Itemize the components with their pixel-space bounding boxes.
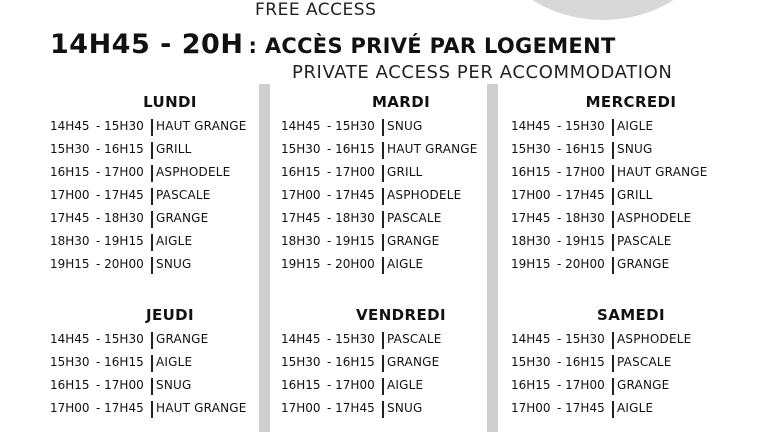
time-slot-row bbox=[511, 378, 751, 401]
time-slot-row bbox=[281, 257, 521, 280]
slot-accommodation: GRANGE bbox=[387, 234, 440, 248]
time-slot-row bbox=[50, 234, 290, 257]
slot-divider bbox=[612, 234, 614, 251]
slot-start: 17H00 bbox=[50, 401, 90, 415]
time-slot-row bbox=[281, 355, 521, 378]
slot-start: 15H30 bbox=[511, 355, 551, 369]
time-slot-row bbox=[281, 211, 521, 234]
slot-start: 17H00 bbox=[50, 188, 90, 202]
time-slot-row bbox=[50, 355, 290, 378]
slot-end: - 17H00 bbox=[327, 165, 375, 179]
slot-end: - 17H45 bbox=[557, 188, 605, 202]
time-slot-row bbox=[511, 234, 751, 257]
slot-accommodation: GRANGE bbox=[617, 257, 670, 271]
slot-start: 15H30 bbox=[281, 355, 321, 369]
time-slot-row bbox=[511, 401, 751, 424]
slot-accommodation: PASCALE bbox=[387, 332, 442, 346]
time-slot-row bbox=[511, 188, 751, 211]
slot-divider bbox=[612, 142, 614, 159]
slot-divider bbox=[382, 165, 384, 182]
day-title: MARDI bbox=[371, 93, 431, 111]
slot-accommodation: PASCALE bbox=[387, 211, 442, 225]
slot-end: - 17H45 bbox=[327, 188, 375, 202]
slot-start: 16H15 bbox=[511, 378, 551, 392]
day-title: LUNDI bbox=[143, 93, 197, 111]
time-slot-row bbox=[50, 211, 290, 234]
slot-accommodation: ASPHODELE bbox=[617, 332, 692, 346]
time-slot-row bbox=[511, 165, 751, 188]
slot-end: - 17H00 bbox=[557, 165, 605, 179]
slot-end: - 17H00 bbox=[557, 378, 605, 392]
slot-start: 17H45 bbox=[50, 211, 90, 225]
slot-accommodation: ASPHODELE bbox=[617, 211, 692, 225]
slot-accommodation: SNUG bbox=[156, 378, 192, 392]
slot-end: - 17H45 bbox=[327, 401, 375, 415]
slot-divider bbox=[382, 211, 384, 228]
time-slot-row bbox=[511, 332, 751, 355]
time-slot-row bbox=[281, 165, 521, 188]
slot-start: 14H45 bbox=[50, 332, 90, 346]
slot-start: 17H45 bbox=[281, 211, 321, 225]
time-slot-row bbox=[281, 378, 521, 401]
slot-end: - 15H30 bbox=[557, 119, 605, 133]
time-slot-row bbox=[281, 234, 521, 257]
day-title: SAMEDI bbox=[596, 306, 666, 324]
slot-accommodation: ASPHODELE bbox=[156, 165, 231, 179]
decorative-circle bbox=[488, 0, 718, 20]
slot-start: 14H45 bbox=[511, 119, 551, 133]
time-slot-row bbox=[50, 332, 290, 355]
slot-start: 17H45 bbox=[511, 211, 551, 225]
slot-end: - 16H15 bbox=[557, 142, 605, 156]
slot-end: - 15H30 bbox=[96, 119, 144, 133]
time-slot-row bbox=[50, 165, 290, 188]
slot-accommodation: HAUT GRANGE bbox=[387, 142, 478, 156]
time-slot-row bbox=[281, 401, 521, 424]
slot-end: - 20H00 bbox=[96, 257, 144, 271]
slot-end: - 15H30 bbox=[327, 119, 375, 133]
day-schedule-lundi bbox=[50, 93, 290, 280]
time-slot-row bbox=[281, 332, 521, 355]
time-slot-row bbox=[50, 188, 290, 211]
day-title: VENDREDI bbox=[356, 306, 446, 324]
day-schedule-samedi bbox=[511, 306, 751, 424]
time-slot-row bbox=[511, 257, 751, 280]
slot-accommodation: PASCALE bbox=[617, 355, 672, 369]
slot-accommodation: HAUT GRANGE bbox=[617, 165, 708, 179]
slot-end: - 18H30 bbox=[327, 211, 375, 225]
slot-end: - 19H15 bbox=[557, 234, 605, 248]
page-title bbox=[50, 29, 616, 60]
slot-start: 15H30 bbox=[50, 142, 90, 156]
free-access-label: FREE ACCESS bbox=[255, 0, 377, 20]
slot-accommodation: SNUG bbox=[387, 119, 423, 133]
slot-start: 16H15 bbox=[511, 165, 551, 179]
slot-start: 15H30 bbox=[50, 355, 90, 369]
day-schedule-jeudi bbox=[50, 306, 290, 424]
slot-accommodation: GRANGE bbox=[156, 211, 209, 225]
slot-divider bbox=[612, 332, 614, 349]
slot-end: - 19H15 bbox=[96, 234, 144, 248]
private-access-fr: : ACCÈS PRIVÉ PAR LOGEMENT bbox=[248, 34, 616, 58]
slot-accommodation: AIGLE bbox=[617, 401, 654, 415]
slot-start: 17H00 bbox=[281, 188, 321, 202]
slot-divider bbox=[151, 188, 153, 205]
slot-end: - 17H45 bbox=[96, 188, 144, 202]
slot-start: 16H15 bbox=[281, 378, 321, 392]
time-slot-row bbox=[511, 119, 751, 142]
slot-start: 14H45 bbox=[50, 119, 90, 133]
slot-end: - 19H15 bbox=[327, 234, 375, 248]
slot-divider bbox=[612, 401, 614, 418]
slot-accommodation: AIGLE bbox=[617, 119, 654, 133]
slot-accommodation: GRANGE bbox=[387, 355, 440, 369]
slot-end: - 20H00 bbox=[557, 257, 605, 271]
time-slot-row bbox=[281, 119, 521, 142]
slot-start: 16H15 bbox=[50, 378, 90, 392]
slot-divider bbox=[612, 165, 614, 182]
slot-divider bbox=[382, 378, 384, 395]
time-slot-row bbox=[281, 142, 521, 165]
slot-accommodation: GRILL bbox=[156, 142, 192, 156]
slot-accommodation: GRILL bbox=[617, 188, 653, 202]
slot-start: 15H30 bbox=[511, 142, 551, 156]
slot-start: 16H15 bbox=[50, 165, 90, 179]
slot-accommodation: AIGLE bbox=[387, 378, 424, 392]
day-schedule-mercredi bbox=[511, 93, 751, 280]
slot-start: 16H15 bbox=[281, 165, 321, 179]
slot-accommodation: HAUT GRANGE bbox=[156, 119, 247, 133]
slot-end: - 15H30 bbox=[557, 332, 605, 346]
slot-divider bbox=[612, 355, 614, 372]
slot-accommodation: AIGLE bbox=[156, 355, 193, 369]
slot-divider bbox=[151, 401, 153, 418]
slot-accommodation: GRILL bbox=[387, 165, 423, 179]
time-slot-row bbox=[50, 378, 290, 401]
slot-end: - 18H30 bbox=[96, 211, 144, 225]
slot-divider bbox=[151, 165, 153, 182]
slot-divider bbox=[382, 332, 384, 349]
slot-divider bbox=[612, 378, 614, 395]
slot-divider bbox=[151, 257, 153, 274]
slot-divider bbox=[612, 211, 614, 228]
slot-divider bbox=[382, 234, 384, 251]
time-range: 14H45 - 20H bbox=[50, 29, 244, 60]
slot-divider bbox=[382, 355, 384, 372]
slot-accommodation: SNUG bbox=[387, 401, 423, 415]
slot-divider bbox=[151, 355, 153, 372]
slot-end: - 16H15 bbox=[327, 355, 375, 369]
slot-end: - 15H30 bbox=[96, 332, 144, 346]
day-schedule-mardi bbox=[281, 93, 521, 280]
slot-divider bbox=[382, 142, 384, 159]
slot-end: - 20H00 bbox=[327, 257, 375, 271]
time-slot-row bbox=[511, 355, 751, 378]
slot-start: 19H15 bbox=[281, 257, 321, 271]
day-title: JEUDI bbox=[145, 306, 195, 324]
slot-accommodation: SNUG bbox=[617, 142, 653, 156]
slot-end: - 17H45 bbox=[557, 401, 605, 415]
slot-start: 17H00 bbox=[511, 188, 551, 202]
slot-accommodation: ASPHODELE bbox=[387, 188, 462, 202]
slot-divider bbox=[382, 401, 384, 418]
slot-start: 14H45 bbox=[281, 119, 321, 133]
slot-accommodation: SNUG bbox=[156, 257, 192, 271]
slot-start: 14H45 bbox=[511, 332, 551, 346]
slot-divider bbox=[151, 119, 153, 136]
time-slot-row bbox=[511, 142, 751, 165]
slot-end: - 16H15 bbox=[96, 355, 144, 369]
slot-end: - 16H15 bbox=[327, 142, 375, 156]
time-slot-row bbox=[50, 142, 290, 165]
slot-divider bbox=[612, 257, 614, 274]
slot-start: 18H30 bbox=[511, 234, 551, 248]
slot-end: - 17H00 bbox=[96, 378, 144, 392]
slot-end: - 17H00 bbox=[96, 165, 144, 179]
slot-divider bbox=[151, 142, 153, 159]
slot-accommodation: HAUT GRANGE bbox=[156, 401, 247, 415]
private-access-en: PRIVATE ACCESS PER ACCOMMODATION bbox=[292, 62, 673, 83]
slot-divider bbox=[151, 234, 153, 251]
slot-divider bbox=[612, 188, 614, 205]
slot-divider bbox=[382, 257, 384, 274]
slot-accommodation: PASCALE bbox=[156, 188, 211, 202]
slot-start: 17H00 bbox=[511, 401, 551, 415]
slot-end: - 16H15 bbox=[96, 142, 144, 156]
slot-end: - 16H15 bbox=[557, 355, 605, 369]
slot-start: 17H00 bbox=[281, 401, 321, 415]
time-slot-row bbox=[281, 188, 521, 211]
slot-divider bbox=[612, 119, 614, 136]
slot-end: - 17H00 bbox=[327, 378, 375, 392]
slot-end: - 15H30 bbox=[327, 332, 375, 346]
slot-accommodation: AIGLE bbox=[387, 257, 424, 271]
slot-end: - 18H30 bbox=[557, 211, 605, 225]
slot-accommodation: GRANGE bbox=[156, 332, 209, 346]
time-slot-row bbox=[50, 401, 290, 424]
slot-start: 18H30 bbox=[281, 234, 321, 248]
day-title: MERCREDI bbox=[585, 93, 677, 111]
slot-accommodation: AIGLE bbox=[156, 234, 193, 248]
slot-start: 14H45 bbox=[281, 332, 321, 346]
slot-divider bbox=[151, 378, 153, 395]
time-slot-row bbox=[50, 257, 290, 280]
slot-accommodation: PASCALE bbox=[617, 234, 672, 248]
slot-end: - 17H45 bbox=[96, 401, 144, 415]
slot-divider bbox=[382, 119, 384, 136]
slot-start: 19H15 bbox=[50, 257, 90, 271]
slot-start: 19H15 bbox=[511, 257, 551, 271]
day-schedule-vendredi bbox=[281, 306, 521, 424]
slot-divider bbox=[151, 211, 153, 228]
slot-divider bbox=[151, 332, 153, 349]
time-slot-row bbox=[50, 119, 290, 142]
slot-start: 15H30 bbox=[281, 142, 321, 156]
time-slot-row bbox=[511, 211, 751, 234]
slot-accommodation: GRANGE bbox=[617, 378, 670, 392]
slot-start: 18H30 bbox=[50, 234, 90, 248]
slot-divider bbox=[382, 188, 384, 205]
